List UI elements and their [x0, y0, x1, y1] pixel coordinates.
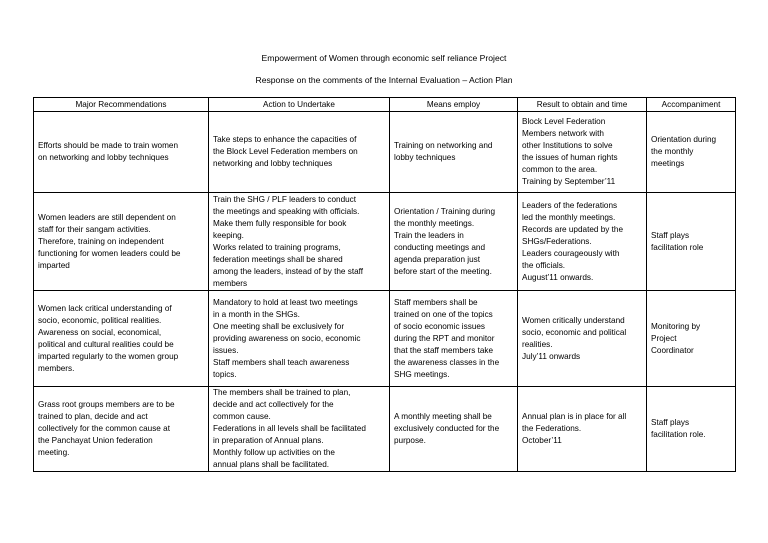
cell-line: led the monthly meetings.: [522, 212, 616, 222]
cell-line: the meetings and speaking with officials.: [213, 206, 360, 216]
cell-line: Training by September’11: [522, 177, 616, 186]
cell-line: One meeting shall be exclusively for: [213, 321, 345, 331]
result-cell: [518, 112, 647, 193]
cell-line: Monitoring by: [651, 321, 701, 331]
cell-line: the issues of human rights: [522, 153, 618, 162]
table-row: [34, 387, 736, 472]
cell-line: political and cultural realities could be: [38, 339, 174, 349]
cell-line: Train the leaders in: [394, 230, 464, 240]
result-cell: [518, 387, 647, 472]
cell-line: Leaders courageously with: [522, 248, 620, 258]
table-row: [34, 291, 736, 387]
cell-line: topics.: [213, 369, 237, 379]
cell-line: collectively for the common cause at: [38, 424, 170, 433]
means-cell: [390, 387, 518, 472]
cell-line: in a month in the SHGs.: [213, 309, 300, 319]
cell-line: during the RPT and monitor: [394, 333, 495, 343]
cell-line: the monthly meetings.: [394, 218, 475, 228]
header-action-to-undertake: Action to Undertake: [209, 98, 390, 112]
cell-line: keeping.: [213, 230, 244, 240]
cell-line: staff for their sangam activities.: [38, 224, 151, 234]
cell-line: Women lack critical understanding of: [38, 303, 172, 313]
cell-line: the Federations.: [522, 424, 582, 433]
cell-line: common cause.: [213, 412, 271, 421]
cell-line: meeting.: [38, 448, 70, 457]
cell-line: on networking and lobby techniques: [38, 153, 169, 162]
cell-line: before start of the meeting.: [394, 266, 492, 276]
recommendation-cell: [34, 193, 209, 291]
cell-line: Women leaders are still dependent on: [38, 212, 176, 222]
accompaniment-cell: [647, 387, 736, 472]
cell-line: Annual plan is in place for all: [522, 412, 627, 421]
cell-line: exclusively conducted for the: [394, 424, 500, 433]
cell-line: issues.: [213, 345, 239, 355]
recommendation-cell: [34, 112, 209, 193]
cell-line: Records are updated by the: [522, 224, 624, 234]
action-cell: [209, 112, 390, 193]
means-cell: [390, 193, 518, 291]
cell-line: federation meetings shall be shared: [213, 254, 343, 264]
header-result: Result to obtain and time: [518, 98, 647, 112]
cell-line: of socio economic issues: [394, 321, 486, 331]
table-header-row: [34, 98, 736, 112]
cell-line: providing awareness on socio, economic: [213, 333, 361, 343]
cell-line: Grass root groups members are to be: [38, 400, 175, 409]
cell-line: Coordinator: [651, 345, 694, 355]
cell-line: the Panchayat Union federation: [38, 436, 153, 445]
result-cell: [518, 291, 647, 387]
action-cell: [209, 291, 390, 387]
cell-line: socio, economic and political: [522, 327, 627, 337]
cell-line: Mandatory to hold at least two meetings: [213, 297, 358, 307]
cell-line: members.: [38, 363, 75, 373]
cell-line: that the staff members take: [394, 345, 494, 355]
cell-line: August’11 onwards.: [522, 272, 594, 282]
table-row: [34, 193, 736, 291]
cell-line: conducting meetings and: [394, 242, 486, 252]
action-plan-table: [33, 97, 736, 472]
cell-line: October’11: [522, 436, 562, 445]
cell-line: networking and lobby techniques: [213, 159, 333, 168]
cell-line: realities.: [522, 339, 553, 349]
table-row: [34, 112, 736, 193]
cell-line: Training on networking and: [394, 141, 493, 150]
result-cell: [518, 193, 647, 291]
header-accompaniment: Accompaniment: [647, 98, 736, 112]
action-cell: [209, 387, 390, 472]
header-means-employ: Means employ: [390, 98, 518, 112]
cell-line: in preparation of Annual plans.: [213, 436, 324, 445]
cell-line: July’11 onwards: [522, 351, 581, 361]
cell-line: meetings: [651, 159, 685, 168]
cell-line: Leaders of the federations: [522, 200, 618, 210]
cell-line: Members network with: [522, 129, 604, 138]
cell-line: SHG meetings.: [394, 369, 450, 379]
accompaniment-cell: [647, 193, 736, 291]
means-cell: [390, 291, 518, 387]
cell-line: imparted: [38, 260, 70, 270]
cell-line: Monthly follow up activities on the: [213, 448, 335, 457]
cell-line: the Block Level Federation members on: [213, 147, 358, 156]
cell-line: imparted regularly to the women group: [38, 351, 179, 361]
header-major-recommendations: Major Recommendations: [34, 98, 209, 112]
cell-line: trained to plan, decide and act: [38, 412, 148, 421]
accompaniment-cell: [647, 112, 736, 193]
cell-line: facilitation role.: [651, 430, 706, 439]
cell-line: common to the area.: [522, 165, 598, 174]
cell-line: Staff plays: [651, 230, 690, 240]
cell-line: the monthly: [651, 147, 694, 156]
cell-line: decide and act collectively for the: [213, 400, 334, 409]
recommendation-cell: [34, 291, 209, 387]
cell-line: facilitation role: [651, 242, 704, 252]
cell-line: SHGs/Federations.: [522, 236, 592, 246]
cell-line: Project: [651, 333, 677, 343]
document-subtitle: Response on the comments of the Internal Evaluation – Action Plan: [255, 75, 513, 85]
cell-line: Works related to training programs,: [213, 242, 341, 252]
cell-line: Staff members shall be: [394, 297, 478, 307]
cell-line: Orientation during: [651, 135, 717, 144]
cell-line: Make them fully responsible for book: [213, 218, 347, 228]
cell-line: The members shall be trained to plan,: [213, 388, 351, 397]
recommendation-cell: [34, 387, 209, 472]
cell-line: Staff plays: [651, 418, 690, 427]
cell-line: among the leaders, instead of by the staff: [213, 266, 364, 276]
accompaniment-cell: [647, 291, 736, 387]
cell-line: functioning for women leaders could be: [38, 248, 181, 258]
cell-line: Take steps to enhance the capacities of: [213, 135, 357, 144]
cell-line: Train the SHG / PLF leaders to conduct: [213, 194, 357, 204]
document-title: Empowerment of Women through economic self reliance Project: [261, 53, 507, 63]
cell-line: the officials.: [522, 260, 566, 270]
cell-line: Federations in all levels shall be facilitated: [213, 424, 366, 433]
cell-line: other Institutions to solve: [522, 141, 613, 150]
cell-line: agenda preparation just: [394, 254, 481, 264]
cell-line: lobby techniques: [394, 153, 456, 162]
cell-line: Efforts should be made to train women: [38, 141, 179, 150]
cell-line: purpose.: [394, 436, 426, 445]
cell-line: Orientation / Training during: [394, 206, 496, 216]
cell-line: Awareness on social, economical,: [38, 327, 162, 337]
cell-line: Staff members shall teach awareness: [213, 357, 350, 367]
cell-line: members: [213, 278, 248, 288]
cell-line: A monthly meeting shall be: [394, 412, 492, 421]
cell-line: Block Level Federation: [522, 117, 606, 126]
cell-line: the awareness classes in the: [394, 357, 500, 367]
cell-line: Women critically understand: [522, 315, 625, 325]
means-cell: [390, 112, 518, 193]
cell-line: Therefore, training on independent: [38, 236, 164, 246]
cell-line: annual plans shall be facilitated.: [213, 460, 330, 469]
cell-line: socio, economic, political realities.: [38, 315, 162, 325]
cell-line: trained on one of the topics: [394, 309, 493, 319]
action-cell: [209, 193, 390, 291]
